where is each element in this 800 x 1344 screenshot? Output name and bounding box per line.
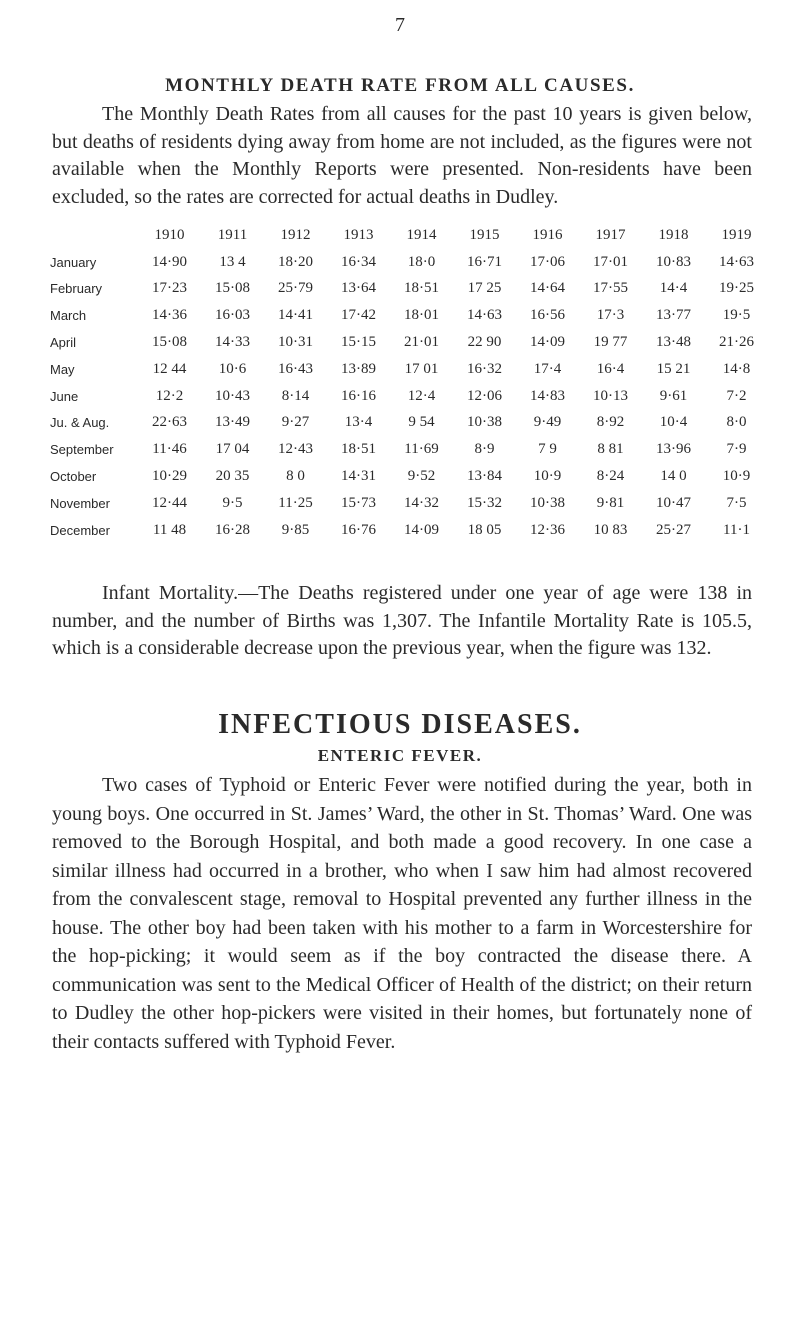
rate-cell: 16·16 [341,387,376,404]
rate-cell: 12·44 [152,494,187,511]
table-row [50,436,768,463]
rate-cell: 13·96 [656,441,691,458]
rate-cell: 14·83 [530,387,565,404]
year-header: 1916 [532,226,563,243]
rate-cell: 12·43 [278,441,313,458]
table-row [50,490,768,517]
rate-cell: 17 04 [215,441,250,458]
rate-cell: 13·64 [341,280,376,297]
rate-cell: 9 54 [408,414,435,431]
rate-cell: 14·8 [722,360,751,377]
rate-cell: 16·28 [215,521,250,538]
rate-cell: 10·29 [152,468,187,485]
rate-cell: 25·27 [656,521,691,538]
rate-cell: 13·77 [656,307,691,324]
rate-cell: 21·26 [719,334,754,351]
rate-cell: 10·47 [656,494,691,511]
month-label: June [50,388,79,404]
rate-cell: 19·25 [719,280,754,297]
rate-cell: 14·09 [404,521,439,538]
rate-cell: 15·08 [152,334,187,351]
year-header: 1915 [469,226,500,243]
rate-cell: 17·23 [152,280,187,297]
rate-cell: 12·4 [407,387,436,404]
year-header: 1917 [595,226,626,243]
rate-cell: 10·6 [218,360,247,377]
rate-cell: 14·64 [530,280,565,297]
rate-cell: 10·4 [659,414,688,431]
month-label: Ju. & Aug. [50,415,110,431]
year-header: 1919 [721,226,752,243]
rate-cell: 14·63 [719,253,754,270]
rate-cell: 12 44 [152,360,187,377]
rate-cell: 17·42 [341,307,376,324]
rate-cell: 8·0 [726,414,747,431]
rate-cell: 12·2 [155,387,184,404]
month-label: December [50,522,110,538]
page-heading: MONTHLY DEATH RATE FROM ALL CAUSES. [165,75,635,96]
rate-cell: 16·43 [278,360,313,377]
table-row [50,383,768,410]
rate-cell: 14·90 [152,253,187,270]
table-row [50,302,768,329]
rate-cell: 9·81 [596,494,625,511]
rate-cell: 11·1 [723,521,750,538]
month-column-header [50,222,138,249]
rate-cell: 15·73 [341,494,376,511]
rate-cell: 14·36 [152,307,187,324]
infant-mortality-paragraph: Infant Mortality.—The Deaths registered under one year of age were 138 in number, and the number of Births was 1,307. The Infantile Mortality Rate is 105.5, which is a considerable decrease upon the previous year, when the figure was 132. [52,582,752,659]
rate-cell: 18·51 [341,441,376,458]
rate-cell: 11·25 [278,494,313,511]
rate-cell: 22 90 [467,334,502,351]
rate-cell: 25·79 [278,280,313,297]
month-label: January [50,254,97,270]
table-row [50,463,768,490]
rate-cell: 8·14 [281,387,310,404]
rate-cell: 15·08 [215,280,250,297]
rate-cell: 7 9 [538,441,557,458]
rate-cell: 16·32 [467,360,502,377]
year-header: 1912 [280,226,311,243]
rate-cell: 12·06 [467,387,502,404]
rate-cell: 20 35 [215,468,250,485]
rate-cell: 19·5 [722,307,751,324]
month-label: April [50,335,77,351]
rate-cell: 10·43 [215,387,250,404]
table-row [50,517,768,544]
month-label: September [50,442,114,458]
section-title: INFECTIOUS DISEASES. [218,709,582,740]
rate-cell: 9·85 [281,521,310,538]
rate-cell: 10·38 [530,494,565,511]
rate-cell: 14·41 [278,307,313,324]
rate-cell: 21·01 [404,334,439,351]
table-row [50,329,768,356]
month-label: October [50,469,97,485]
year-header: 1918 [658,226,689,243]
rate-cell: 14·33 [215,334,250,351]
rate-cell: 17 25 [467,280,502,297]
rate-cell: 10·31 [278,334,313,351]
rate-cell: 10·13 [593,387,628,404]
rate-cell: 9·52 [407,468,436,485]
rate-cell: 17·4 [533,360,562,377]
rate-cell: 14·4 [659,280,688,297]
month-label: May [50,361,75,377]
rate-cell: 10·83 [656,253,691,270]
rate-cell: 8·24 [596,468,625,485]
rate-cell: 14·32 [404,494,439,511]
rate-cell: 18·01 [404,307,439,324]
rate-cell: 10·38 [467,414,502,431]
rate-cell: 15·32 [467,494,502,511]
rate-cell: 14·63 [467,307,502,324]
page-number: 7 [395,14,405,36]
rate-cell: 9·5 [222,494,243,511]
rate-cell: 15 21 [656,360,691,377]
rate-cell: 12·36 [530,521,565,538]
rate-cell: 9·27 [281,414,310,431]
rate-cell: 13·48 [656,334,691,351]
table-row [50,410,768,437]
rate-cell: 16·4 [596,360,625,377]
rate-cell: 16·76 [341,521,376,538]
rate-cell: 10·9 [533,468,562,485]
rate-cell: 10 83 [593,521,628,538]
rate-cell: 11 48 [152,521,187,538]
rate-cell: 18 05 [467,521,502,538]
rate-cell: 9·61 [659,387,688,404]
table-row [50,249,768,276]
rate-cell: 11·46 [152,441,187,458]
rate-cell: 13·49 [215,414,250,431]
rate-cell: 17·06 [530,253,565,270]
rate-cell: 7·2 [726,387,747,404]
rate-cell: 10·9 [722,468,751,485]
rate-cell: 7·9 [726,441,747,458]
table-body [50,249,768,544]
rate-cell: 17 01 [404,360,439,377]
rate-cell: 22·63 [152,414,187,431]
rate-cell: 13·4 [344,414,373,431]
rate-cell: 11·69 [404,441,439,458]
rate-cell: 15·15 [341,334,376,351]
rate-cell: 19 77 [593,334,628,351]
month-label: March [50,308,87,324]
rate-cell: 17·55 [593,280,628,297]
rate-cell: 14·31 [341,468,376,485]
month-label: November [50,495,110,511]
rate-cell: 17·3 [596,307,625,324]
rate-cell: 14 0 [660,468,687,485]
rate-cell: 8·9 [474,441,495,458]
year-header: 1913 [343,226,374,243]
intro-paragraph: The Monthly Death Rates from all causes for the past 10 years is given below, but deaths of residents dying away from home are not included, as the figures were not available when the Monthly Reports were presented. Non-residents have been excluded, so the rates are corrected for actual deaths in Dudley. [52,103,752,208]
rate-cell: 8 81 [597,441,624,458]
rate-cell: 18·51 [404,280,439,297]
rate-cell: 16·71 [467,253,502,270]
rate-cell: 16·34 [341,253,376,270]
rate-cell: 18·0 [407,253,436,270]
rate-cell: 17·01 [593,253,628,270]
table-row [50,356,768,383]
rate-cell: 8·92 [596,414,625,431]
rate-cell: 16·56 [530,307,565,324]
rate-cell: 8 0 [286,468,305,485]
rate-cell: 13·89 [341,360,376,377]
year-header: 1914 [406,226,437,243]
month-label: February [50,281,103,297]
rate-cell: 9·49 [533,414,562,431]
table-header-row [50,222,768,249]
enteric-fever-paragraph: Two cases of Typhoid or Enteric Fever were notified during the year, both in young boys. One occurred in St. James’ Ward, the other in St. Thomas’ Ward. One was removed to the Borough Hospital, and both made a good recovery. In one case a similar illness had occurred in a brother, who when I saw him had almost recovered from the convalescent stage, removal to Hospital prevented any further illness in the house. The other boy had been taken with his mother to a farm in Worcestershire for the hop-picking; it would seem as if the boy contracted the disease there. A communication was sent to the Medical Officer of Health of the district; on their return to Dudley the other hop-pickers were visited in their homes, but fortunately none of their contacts suffered with Typhoid Fever. [52,774,752,1053]
year-header: 1910 [154,226,185,243]
rate-cell: 13 4 [219,253,246,270]
rate-cell: 14·09 [530,334,565,351]
death-rate-table [50,222,768,544]
rate-cell: 7·5 [726,494,747,511]
rate-cell: 13·84 [467,468,502,485]
table-row [50,276,768,303]
year-header: 1911 [217,226,248,243]
rate-cell: 18·20 [278,253,313,270]
rate-cell: 16·03 [215,307,250,324]
subsection-title: ENTERIC FEVER. [317,746,483,765]
